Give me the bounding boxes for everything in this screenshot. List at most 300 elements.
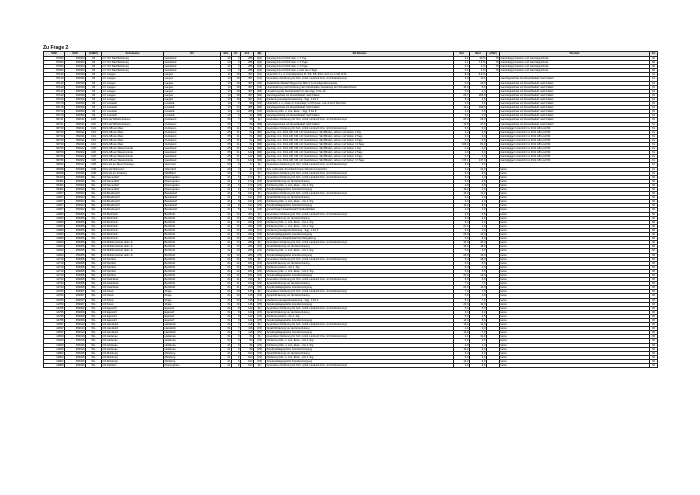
table-cell: GS Mühlenschule Holm-S. xyxy=(102,241,164,245)
table-cell: 11 xyxy=(232,286,241,290)
table-cell: 6 xyxy=(232,359,241,363)
table-cell: 61 xyxy=(241,138,254,142)
table-cell: C28 xyxy=(86,163,102,167)
table-cell: 457 xyxy=(241,81,254,85)
table-cell: 12 xyxy=(232,216,241,220)
table-cell: 0,5 xyxy=(470,269,487,273)
table-cell: keine xyxy=(500,241,650,245)
table-cell: 11 xyxy=(232,134,241,138)
table-cell: besondere Förderung für Sch. m/Gtl. Herkunft bzw. mit Förderkonzept xyxy=(266,212,454,216)
table-cell: [I1] xyxy=(254,306,266,310)
table-cell: [F1] xyxy=(254,97,266,101)
table-cell: ganztäg. Unt. FGS-GB, KM, HO (Gehörlose), SE (Blinde), Hören und Sehen 2 Tage xyxy=(266,134,454,138)
table-cell: 01 xyxy=(221,339,232,343)
table-cell: 01 xyxy=(221,347,232,351)
table-cell: 87143 xyxy=(44,93,65,97)
table-cell: GY IGY Bad Berleburg xyxy=(102,61,164,65)
table-cell: Egestorf xyxy=(164,306,221,310)
table-cell: [Q4] xyxy=(254,69,266,73)
table-cell: [Q2] xyxy=(254,57,266,61)
table-cell: C26 xyxy=(86,159,102,163)
table-cell: 14667 xyxy=(44,196,65,200)
table-cell: 06 xyxy=(650,179,658,183)
table-cell: 01 xyxy=(650,159,658,163)
table-cell: Ganztag FG-GY/IGS Sek. I mehr als 3 Tage xyxy=(266,69,454,73)
table-cell: 8 xyxy=(232,192,241,196)
table-cell: 06 xyxy=(650,273,658,277)
table-cell: keine xyxy=(500,212,650,216)
table-cell: 01 xyxy=(650,81,658,85)
table-cell: 05484 xyxy=(44,183,65,187)
table-cell: 1,0 xyxy=(470,228,487,232)
table-cell: Cuxhaven xyxy=(164,138,221,142)
table-cell: GS Bendestorf xyxy=(102,200,164,204)
table-cell: 2 xyxy=(232,167,241,171)
table-cell: keine xyxy=(500,167,650,171)
table-cell: 06 xyxy=(650,220,658,224)
table-cell: C48 xyxy=(86,171,102,175)
table-cell: GS Egestorf xyxy=(102,314,164,318)
table-cell: WL xyxy=(86,257,102,261)
table-cell: [C1] xyxy=(254,77,266,81)
table-cell: 2 xyxy=(232,114,241,118)
table-cell: 19 xyxy=(232,85,241,89)
table-cell: Moisburg xyxy=(164,355,221,359)
table-cell: 7 xyxy=(232,331,241,335)
table-cell: 252,5 xyxy=(470,93,487,97)
table-cell: [M1] xyxy=(254,93,266,97)
table-cell: 181 xyxy=(241,261,254,265)
table-cell: Buchholz xyxy=(164,265,221,269)
table-cell: 79 xyxy=(487,57,500,61)
table-cell: [V4] xyxy=(254,355,266,359)
table-cell: 14734 xyxy=(44,286,65,290)
table-cell: 19 xyxy=(232,81,241,85)
table-cell: 264 xyxy=(241,212,254,216)
table-cell: 1,0 xyxy=(470,343,487,347)
table-cell: 131 xyxy=(241,196,254,200)
table-cell: Sonderpädagogische Grundversorgung xyxy=(266,233,454,237)
column-header: SNR xyxy=(44,52,65,57)
table-cell: 353005 xyxy=(65,228,86,232)
table-cell: [V2] xyxy=(254,102,266,106)
table-cell: 142 xyxy=(241,147,254,151)
table-cell: Otterndorf xyxy=(164,167,221,171)
table-cell: 01 xyxy=(650,122,658,126)
table-cell: 3,0 xyxy=(454,265,470,269)
table-cell: 14710 xyxy=(44,261,65,265)
table-cell: Förderung Kilo. u. mot. Erwe. - bis 4. Sig. xyxy=(266,269,454,273)
table-cell: 0,0 xyxy=(454,134,470,138)
table-cell: 353013 xyxy=(65,331,86,335)
table-cell: 14667 xyxy=(44,200,65,204)
table-cell: 06 xyxy=(650,261,658,265)
table-cell: GY Langen xyxy=(102,77,164,81)
table-cell: [V3] xyxy=(254,351,266,355)
table-cell: keine xyxy=(500,331,650,335)
table-cell: 115 xyxy=(241,331,254,335)
table-cell: 60 xyxy=(221,171,232,175)
table-cell: Cuxhaven xyxy=(164,126,221,130)
table-cell: FGS-GB am Wesermünde xyxy=(102,151,164,155)
table-cell: 353009 xyxy=(65,314,86,318)
table-cell: [Q3] xyxy=(254,65,266,69)
table-cell: ganztäg. Unt. FGS-GB, KM, HO (Gehörlose), SE (Blinde), Hören und Sehen 3 Tage xyxy=(266,138,454,142)
table-cell: Schiffdorf xyxy=(164,171,221,175)
table-cell: 1 % xyxy=(470,69,487,73)
table-cell: ganztäg. Unt. FGS-GB, KM, HO (Gehörlose), SE (Blinde), Hören und Sehen >3 Tage xyxy=(266,159,454,163)
table-cell: 14693 xyxy=(44,241,65,245)
table-cell: 174 xyxy=(241,183,254,187)
table-cell: 6,0 xyxy=(454,355,470,359)
table-cell: 90733 xyxy=(44,142,65,146)
table-cell: keine xyxy=(500,302,650,306)
table-cell: 353007 xyxy=(65,294,86,298)
table-cell: GS Handeloh xyxy=(102,327,164,331)
table-cell: GS Egestorf xyxy=(102,319,164,323)
table-cell: keine xyxy=(500,310,650,314)
table-cell: 06 xyxy=(650,294,658,298)
table-cell: FGS-GB am Wesermünde xyxy=(102,155,164,159)
table-cell: keine xyxy=(500,261,650,265)
table-cell: 12 xyxy=(232,237,241,241)
table-cell: 181 xyxy=(241,265,254,269)
table-cell: Internatsgymnasium und Ganztagsschule xyxy=(500,65,650,69)
table-cell: keine xyxy=(500,220,650,224)
table-cell: WL xyxy=(86,351,102,355)
table-cell: [V3] xyxy=(254,179,266,183)
table-cell: 5,3 xyxy=(470,85,487,89)
table-cell: Buchholz xyxy=(164,249,221,253)
table-cell: 01 xyxy=(221,237,232,241)
table-cell: GS Buchholz xyxy=(102,220,164,224)
table-cell: GS Buchholz xyxy=(102,237,164,241)
table-cell: keine xyxy=(500,290,650,294)
table-cell: 4,0 xyxy=(470,208,487,212)
table-cell: 01 xyxy=(221,294,232,298)
table-cell: O4 xyxy=(86,114,102,118)
table-cell: FGS-GB am Meer xyxy=(102,134,164,138)
table-cell: Langen xyxy=(164,85,221,89)
table-cell: 14680 xyxy=(44,228,65,232)
column-header: ZB-Klartext xyxy=(266,52,454,57)
table-cell: keine xyxy=(500,298,650,302)
table-cell: Internatsgymnasium und Ganztagsschule xyxy=(500,57,650,61)
table-body xyxy=(44,57,658,368)
table-cell: keine xyxy=(500,359,650,363)
table-cell: WL xyxy=(86,196,102,200)
table-cell: 14862 xyxy=(44,359,65,363)
table-cell: keine xyxy=(500,282,650,286)
table-cell: Sprachförderung vor der Einschulung xyxy=(266,327,454,331)
table-cell: [V5] xyxy=(254,286,266,290)
table-cell: O4 xyxy=(86,110,102,114)
table-cell: Ganztagsschule mit Zusatzbedarf nach Faktor xyxy=(266,114,454,118)
table-cell: Bendestorf xyxy=(164,196,221,200)
table-cell: 2,0 xyxy=(470,163,487,167)
table-cell: 01 xyxy=(221,351,232,355)
table-cell: GS Handeloh xyxy=(102,331,164,335)
table-cell: keine xyxy=(500,233,650,237)
table-cell: [O4] xyxy=(254,85,266,89)
table-cell: 79 xyxy=(487,65,500,69)
table-cell: 18,0 xyxy=(454,245,470,249)
table-cell: 3,2 xyxy=(454,130,470,134)
table-cell: WL xyxy=(86,323,102,327)
table-cell: [V3] xyxy=(254,216,266,220)
table-cell: 353005 xyxy=(65,233,86,237)
table-cell: 87064 xyxy=(44,65,65,69)
table-cell: keine xyxy=(500,188,650,192)
table-cell: 352002 xyxy=(65,155,86,159)
table-cell: FGS-GB am Wesermünde xyxy=(102,159,164,163)
table-cell: Ganztagsschule mit Zusatzbedarf nach Faktor xyxy=(500,118,650,122)
table-cell: GY IGY Bad Berleburg xyxy=(102,69,164,73)
table-cell: 5,0 xyxy=(470,237,487,241)
table-cell: 4,0 xyxy=(454,183,470,187)
table-cell: 01 xyxy=(650,155,658,159)
table-cell: 01 xyxy=(650,126,658,130)
table-cell: Ganztägiger Unterricht im FGS GB und KM xyxy=(500,134,650,138)
table-cell: 457 xyxy=(241,73,254,77)
table-cell: 65 xyxy=(221,134,232,138)
table-cell: 47,0 xyxy=(470,122,487,126)
table-cell: Heidenau xyxy=(164,347,221,351)
table-cell: 12 xyxy=(232,261,241,265)
table-cell: [V5] xyxy=(254,319,266,323)
table-cell: 104 xyxy=(241,355,254,359)
table-cell: Buchholz xyxy=(164,233,221,237)
table-cell: 352030 xyxy=(65,97,86,101)
table-cell: C21 xyxy=(86,134,102,138)
table-cell: [V5] xyxy=(254,204,266,208)
table-cell: Förderung Kilo. u. mot. Erwe. - bis 4. Sig. xyxy=(266,183,454,187)
table-cell: ganztäg. Unt. FGS-GB, KM, HO (Gehörlose), SE (Blinde), Hören und Sehen >3 Tage xyxy=(266,142,454,146)
table-cell: Ganztagsschule mit Zusatzbedarf nach Faktor xyxy=(266,122,454,126)
table-cell: 3,0 xyxy=(454,310,470,314)
table-cell: keine xyxy=(500,175,650,179)
table-cell: [V3] xyxy=(254,282,266,286)
table-cell: 285 xyxy=(241,65,254,69)
table-cell: [V5] xyxy=(254,302,266,306)
table-cell: WL xyxy=(86,359,102,363)
table-cell: 87143 xyxy=(44,77,65,81)
table-cell: 87179 xyxy=(44,110,65,114)
table-cell: Ganztagsschule mit Zusatzbedarf nach Faktor xyxy=(500,110,650,114)
table-cell: 352003 xyxy=(65,61,86,65)
table-cell: 3,2 xyxy=(454,57,470,61)
table-cell: 01 xyxy=(221,188,232,192)
table-cell: besondere Förderung für Sch. m/Gtl. Herkunft bzw. mit Förderkonzept xyxy=(266,323,454,327)
table-cell: 01 xyxy=(221,298,232,302)
table-cell: Ganztagsschule mit Zusatzbedarf nach Faktor xyxy=(500,81,650,85)
table-cell: Rosengarten xyxy=(164,188,221,192)
table-cell: besondere Förderung für Sch. m/Gtl. Herkunft bzw. mit Förderkonzept xyxy=(266,171,454,175)
table-cell: [V5] xyxy=(254,347,266,351)
table-cell: 142 xyxy=(241,159,254,163)
table-cell: ganztäg. Unt. FGS-GB, KM, HO (Gehörlose), SE (Blinde), Hören und Sehen 1 Tsg. xyxy=(266,130,454,134)
table-cell: C48 xyxy=(86,167,102,171)
table-cell: 353005 xyxy=(65,241,86,245)
column-header: Art xyxy=(650,52,658,57)
table-cell: 14667 xyxy=(44,208,65,212)
table-cell: Ganztägiger Unterricht im FGS GB und KM xyxy=(500,147,650,151)
table-cell: 21 xyxy=(232,155,241,159)
table-cell: WL xyxy=(86,192,102,196)
table-cell: Drage xyxy=(164,302,221,306)
table-cell: [A2] xyxy=(254,81,266,85)
table-cell: 385 xyxy=(241,106,254,110)
table-cell: WL xyxy=(86,294,102,298)
table-cell: Loxstedt xyxy=(164,106,221,110)
table-cell: 4 xyxy=(232,57,241,61)
table-cell: 264 xyxy=(241,224,254,228)
table-cell: Ganztag FG-GY/IGS Sek. I / 1 Tsg. xyxy=(266,57,454,61)
table-cell: 88 xyxy=(241,122,254,126)
table-cell: Ganztägiger Unterricht im FGS GB und KM xyxy=(500,151,650,155)
table-cell: 87064 xyxy=(44,61,65,65)
table-cell: 13,1 xyxy=(454,106,470,110)
table-cell: 4,0 xyxy=(454,89,470,93)
table-cell: Förderung Kilo. u. mot. Erwe. - Sgg. 5 bis 8 xyxy=(266,110,454,114)
table-cell: 10 xyxy=(232,294,241,298)
table-cell: GS Mühlenschule Holm-S. xyxy=(102,253,164,257)
table-cell: 01 xyxy=(221,265,232,269)
table-cell: WL xyxy=(86,200,102,204)
table-cell: 457 xyxy=(241,93,254,97)
table-cell: Rosengarten xyxy=(164,183,221,187)
table-cell: Umsetzung der Stundentafel 3 in den Sgg. 5 bis 10 xyxy=(266,89,454,93)
table-cell: 115 xyxy=(241,327,254,331)
column-header: Std xyxy=(454,52,470,57)
table-cell: keine xyxy=(500,208,650,212)
table-cell: 352006 xyxy=(65,171,86,175)
table-cell: Handeloh xyxy=(164,331,221,335)
table-cell: 61 xyxy=(241,126,254,130)
table-cell: 06 xyxy=(650,327,658,331)
table-cell: 353003 xyxy=(65,196,86,200)
column-header: SGL xyxy=(221,52,232,57)
table-cell: [F1] xyxy=(254,298,266,302)
table-cell: 60 xyxy=(221,122,232,126)
table-cell: [V3] xyxy=(254,339,266,343)
table-cell: 11,0 xyxy=(470,192,487,196)
table-cell: Egestorf xyxy=(164,314,221,318)
table-cell: 14,0 xyxy=(454,331,470,335)
table-cell: 84 xyxy=(241,339,254,343)
table-cell: [M4] xyxy=(254,159,266,163)
table-cell: 1,3 xyxy=(470,114,487,118)
table-cell: 06 xyxy=(650,343,658,347)
table-cell: 06 xyxy=(650,253,658,257)
table-cell: 06 xyxy=(650,265,658,269)
table-cell: 90733 xyxy=(44,130,65,134)
table-cell: [M6] xyxy=(254,122,266,126)
table-cell: 264 xyxy=(241,216,254,220)
table-cell: Langen xyxy=(164,81,221,85)
table-cell: Drage xyxy=(164,290,221,294)
table-cell: 84 xyxy=(241,347,254,351)
table-cell: [V5] xyxy=(254,188,266,192)
sheet-title: Zu Frage 2 xyxy=(43,45,69,51)
table-cell: 353009 xyxy=(65,306,86,310)
table-cell: 14680 xyxy=(44,233,65,237)
table-cell: Förderung Kilo. u. mot. Erwe. - bis 4. Sig. xyxy=(266,343,454,347)
table-cell: 160,5 xyxy=(470,106,487,110)
table-cell: 352011 xyxy=(65,130,86,134)
table-cell: 13 xyxy=(232,253,241,257)
table-cell: 8 xyxy=(232,364,241,368)
table-cell: Handeloh xyxy=(164,323,221,327)
table-cell: 4,0 xyxy=(454,343,470,347)
table-cell: 14667 xyxy=(44,204,65,208)
table-cell: 14680 xyxy=(44,212,65,216)
table-cell: 01 xyxy=(221,314,232,318)
table-cell: 14837 xyxy=(44,331,65,335)
table-cell: 15,0 xyxy=(454,85,470,89)
table-cell: FGS-LE Wilhelmshaven xyxy=(102,118,164,122)
table-cell: Buchholz xyxy=(164,220,221,224)
table-cell: 353007 xyxy=(65,302,86,306)
table-cell: 12 xyxy=(232,220,241,224)
table-cell: 90721 xyxy=(44,118,65,122)
table-cell: keine xyxy=(500,286,650,290)
table-cell: O4 xyxy=(86,102,102,106)
table-cell: 131 xyxy=(241,208,254,212)
table-cell: WL xyxy=(86,347,102,351)
table-cell: 23 xyxy=(221,69,232,73)
table-cell: 14693 xyxy=(44,245,65,249)
table-cell: 12 xyxy=(232,224,241,228)
table-cell: 61 xyxy=(241,130,254,134)
table-cell: 457 xyxy=(241,85,254,89)
table-cell: 12 xyxy=(232,257,241,261)
table-cell: 01 xyxy=(221,310,232,314)
table-cell: O4 xyxy=(86,106,102,110)
table-cell: 11 xyxy=(232,130,241,134)
table-cell: 4 xyxy=(232,61,241,65)
table-cell: 210 xyxy=(241,282,254,286)
table-cell: [M4] xyxy=(254,142,266,146)
table-cell: 06 xyxy=(650,175,658,179)
table-cell: Egestorf xyxy=(164,310,221,314)
table-cell: 47 xyxy=(241,171,254,175)
table-cell: 264 xyxy=(241,233,254,237)
table-cell: 137,0 xyxy=(470,159,487,163)
table-cell: 7 xyxy=(232,118,241,122)
table-cell: keine xyxy=(500,253,650,257)
table-cell: gemehmigter Zusatzbedarf Verlässlichkeit xyxy=(266,208,454,212)
table-cell: 16,0 xyxy=(454,192,470,196)
table-cell: 2,0 xyxy=(470,310,487,314)
table-cell: WL xyxy=(86,355,102,359)
table-cell: GS Hedenau xyxy=(102,343,164,347)
table-cell: 19 xyxy=(232,97,241,101)
table-cell: 3,0 xyxy=(470,216,487,220)
table-cell: Bendestorf xyxy=(164,200,221,204)
table-cell: 0,5 xyxy=(470,183,487,187)
table-cell: 06 xyxy=(650,278,658,282)
table-cell: WL xyxy=(86,241,102,245)
table-cell: WL xyxy=(86,175,102,179)
table-cell: GS Neuendorf xyxy=(102,179,164,183)
table-cell: 352011 xyxy=(65,138,86,142)
table-cell: WL xyxy=(86,212,102,216)
table-cell: 6,1 xyxy=(454,114,470,118)
table-cell: Buchholz xyxy=(164,237,221,241)
table-cell: 14795 xyxy=(44,310,65,314)
table-cell: 01 xyxy=(650,171,658,175)
